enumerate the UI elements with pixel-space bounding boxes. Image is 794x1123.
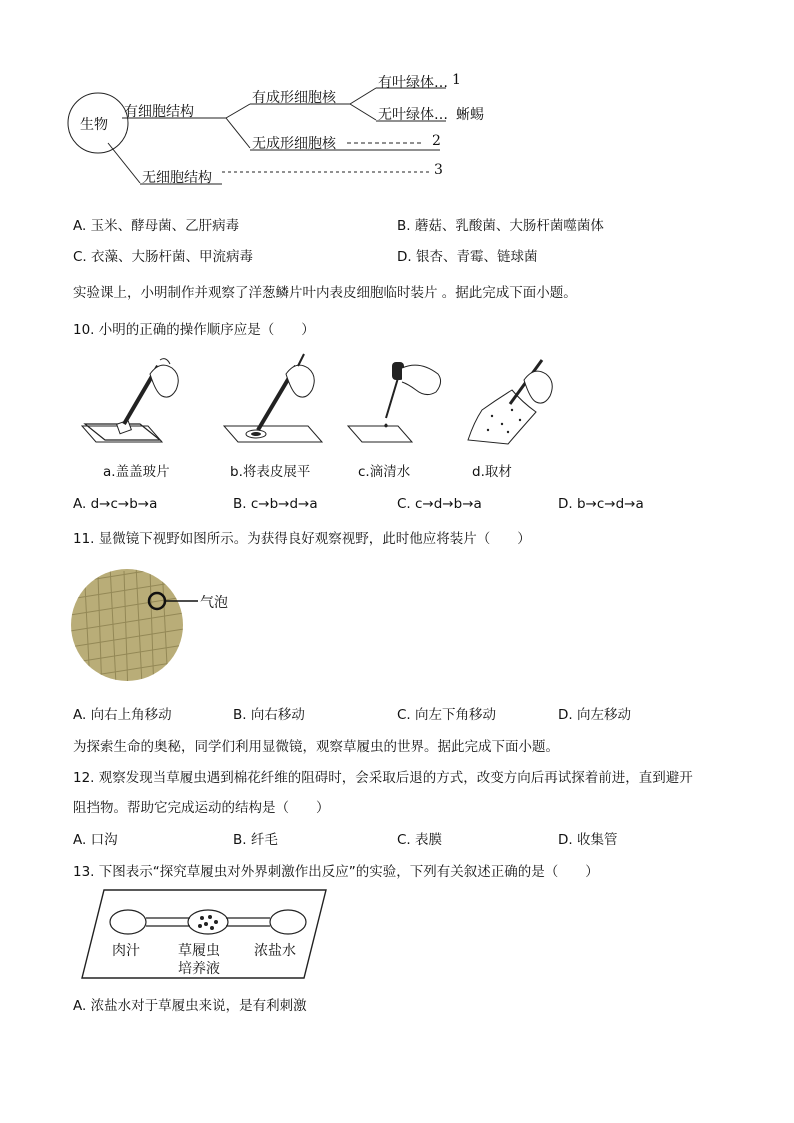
illustration-c xyxy=(346,354,456,454)
label-salt-water: 浓盐水 xyxy=(254,943,296,959)
q11-option-c: C. 向左下角移动 xyxy=(397,707,497,723)
root-label: 生物 xyxy=(80,117,108,133)
bubble-label: 气泡 xyxy=(200,595,228,611)
intro-paragraph-2: 为探索生命的奥秘，同学们利用显微镜，观察草履虫的世界。据此完成下面小题。 xyxy=(73,739,559,755)
caption-a: a.盖盖玻片 xyxy=(103,464,170,480)
q10-stem: 10. 小明的正确的操作顺序应是（ ） xyxy=(73,322,315,338)
q12-stem-line2: 阻挡物。帮助它完成运动的结构是（ ） xyxy=(73,800,330,816)
illustration-d xyxy=(462,354,572,454)
q11-option-b: B. 向右移动 xyxy=(233,707,305,723)
q10-option-c: C. c→d→b→a xyxy=(397,496,482,512)
q9-option-b: B. 蘑菇、乳酸菌、大肠杆菌噬菌体 xyxy=(397,218,604,234)
q11-option-a: A. 向右上角移动 xyxy=(73,707,172,723)
q10-option-a: A. d→c→b→a xyxy=(73,496,158,512)
microscope-view xyxy=(70,565,200,695)
chloro-label: 有叶绿体… xyxy=(378,75,448,91)
q11-stem: 11. 显微镜下视野如图所示。为获得良好观察视野，此时他应将装片（ ） xyxy=(73,531,531,547)
has-cell-label: 有细胞结构 xyxy=(124,104,194,120)
number-2: 2 xyxy=(432,133,441,149)
no-cell-label: 无细胞结构 xyxy=(142,170,212,186)
chloro-number: 1 xyxy=(452,72,461,88)
q12-stem-line1: 12. 观察发现当草履虫遇到棉花纤维的阻碍时，会采取后退的方式，改变方向后再试探着前进，直到避开 xyxy=(73,770,693,786)
q9-option-d: D. 银杏、青霉、链球菌 xyxy=(397,249,538,265)
label-meat-juice: 肉汁 xyxy=(112,943,140,959)
label-culture: 培养液 xyxy=(178,961,220,977)
q9-option-c: C. 衣藻、大肠杆菌、甲流病毒 xyxy=(73,249,254,265)
q11-option-d: D. 向左移动 xyxy=(558,707,631,723)
illustration-b xyxy=(222,354,332,454)
illustration-a xyxy=(80,354,190,454)
caption-c: c.滴清水 xyxy=(358,464,411,480)
q10-option-d: D. b→c→d→a xyxy=(558,496,644,512)
lizard-label: 蜥蜴 xyxy=(456,107,484,123)
caption-d: d.取材 xyxy=(472,464,512,480)
number-3: 3 xyxy=(434,162,443,178)
q12-option-d: D. 收集管 xyxy=(558,832,618,848)
no-chloro-label: 无叶绿体… xyxy=(378,107,448,123)
intro-paragraph-1: 实验课上，小明制作并观察了洋葱鳞片叶内表皮细胞临时装片 。据此完成下面小题。 xyxy=(73,285,577,301)
q13-option-a: A. 浓盐水对于草履虫来说，是有利刺激 xyxy=(73,998,307,1014)
q10-option-b: B. c→b→d→a xyxy=(233,496,318,512)
no-nucleus-label: 无成形细胞核 xyxy=(252,136,336,152)
nucleus-label: 有成形细胞核 xyxy=(252,90,336,106)
q12-option-b: B. 纤毛 xyxy=(233,832,278,848)
label-paramecium: 草履虫 xyxy=(178,943,220,959)
caption-b: b.将表皮展平 xyxy=(230,464,311,480)
q12-option-c: C. 表膜 xyxy=(397,832,443,848)
q12-option-a: A. 口沟 xyxy=(73,832,118,848)
q13-stem: 13. 下图表示“探究草履虫对外界刺激作出反应”的实验，下列有关叙述正确的是（ ） xyxy=(73,864,599,880)
diagram-lines xyxy=(0,0,794,200)
q9-option-a: A. 玉米、酵母菌、乙肝病毒 xyxy=(73,218,240,234)
